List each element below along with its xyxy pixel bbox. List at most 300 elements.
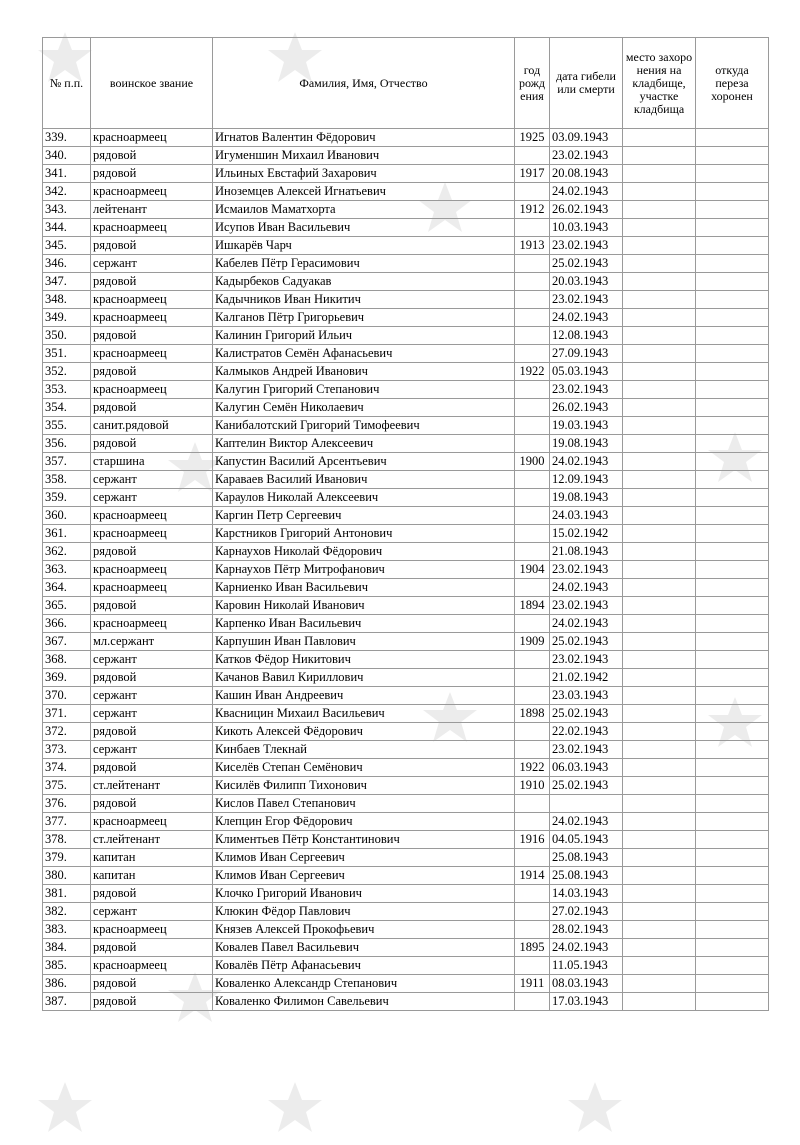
cell-birth-year [515,309,550,327]
table-row [43,381,769,399]
watermark-logo [560,1080,630,1140]
cell-birth-year: 1912 [515,201,550,219]
cell-birth-year [515,957,550,975]
cell-reburied-from [696,507,769,525]
cell-rank: красноармеец [91,129,213,147]
cell-name: Карнаухов Пётр Митрофанович [213,561,515,579]
cell-burial-place [623,687,696,705]
cell-death-date: 27.09.1943 [550,345,623,363]
cell-reburied-from [696,255,769,273]
table-row [43,867,769,885]
cell-death-date: 20.08.1943 [550,165,623,183]
cell-rank: рядовой [91,543,213,561]
cell-birth-year [515,417,550,435]
cell-reburied-from [696,579,769,597]
cell-name: Климентьев Пётр Константинович [213,831,515,849]
cell-reburied-from [696,867,769,885]
cell-burial-place [623,795,696,813]
header-birth-year: год рожд ения [515,38,550,129]
cell-death-date: 23.02.1943 [550,741,623,759]
cell-num: 347. [43,273,91,291]
cell-rank: красноармеец [91,309,213,327]
cell-name: Качанов Вавил Кириллович [213,669,515,687]
cell-birth-year [515,381,550,399]
cell-death-date: 19.03.1943 [550,417,623,435]
cell-burial-place [623,579,696,597]
cell-num: 355. [43,417,91,435]
cell-reburied-from [696,741,769,759]
cell-name: Калугин Григорий Степанович [213,381,515,399]
cell-num: 357. [43,453,91,471]
cell-death-date: 24.02.1943 [550,309,623,327]
table-row [43,921,769,939]
cell-reburied-from [696,687,769,705]
cell-burial-place [623,975,696,993]
cell-burial-place [623,759,696,777]
table-row [43,489,769,507]
table-row [43,669,769,687]
cell-name: Канибалотский Григорий Тимофеевич [213,417,515,435]
cell-name: Ильиных Евстафий Захарович [213,165,515,183]
table-row [43,309,769,327]
cell-num: 354. [43,399,91,417]
cell-num: 360. [43,507,91,525]
cell-burial-place [623,345,696,363]
cell-death-date: 23.03.1943 [550,687,623,705]
header-rank: воинское звание [91,38,213,129]
cell-num: 369. [43,669,91,687]
cell-rank: рядовой [91,759,213,777]
cell-num: 372. [43,723,91,741]
cell-num: 368. [43,651,91,669]
cell-rank: капитан [91,849,213,867]
cell-name: Кашин Иван Андреевич [213,687,515,705]
cell-rank: рядовой [91,795,213,813]
cell-reburied-from [696,183,769,201]
cell-rank: капитан [91,867,213,885]
cell-reburied-from [696,849,769,867]
cell-death-date: 20.03.1943 [550,273,623,291]
table-row [43,993,769,1011]
cell-death-date: 15.02.1942 [550,525,623,543]
cell-birth-year [515,183,550,201]
cell-num: 365. [43,597,91,615]
table-row [43,219,769,237]
cell-reburied-from [696,795,769,813]
cell-name: Калистратов Семён Афанасьевич [213,345,515,363]
cell-death-date: 21.08.1943 [550,543,623,561]
cell-reburied-from [696,381,769,399]
table-row [43,597,769,615]
cell-birth-year [515,903,550,921]
cell-reburied-from [696,831,769,849]
cell-birth-year: 1911 [515,975,550,993]
cell-rank: рядовой [91,993,213,1011]
cell-burial-place [623,507,696,525]
table-row [43,651,769,669]
cell-rank: рядовой [91,597,213,615]
cell-reburied-from [696,723,769,741]
cell-rank: рядовой [91,273,213,291]
cell-reburied-from [696,885,769,903]
cell-reburied-from [696,147,769,165]
cell-name: Каптелин Виктор Алексеевич [213,435,515,453]
table-row [43,687,769,705]
table-row [43,903,769,921]
cell-num: 340. [43,147,91,165]
cell-death-date: 24.02.1943 [550,615,623,633]
cell-death-date: 06.03.1943 [550,759,623,777]
cell-rank: рядовой [91,237,213,255]
cell-reburied-from [696,543,769,561]
cell-name: Клочко Григорий Иванович [213,885,515,903]
cell-rank: сержант [91,705,213,723]
cell-birth-year [515,525,550,543]
cell-death-date: 19.08.1943 [550,435,623,453]
cell-birth-year [515,795,550,813]
cell-birth-year [515,543,550,561]
cell-death-date: 23.02.1943 [550,237,623,255]
cell-num: 385. [43,957,91,975]
cell-rank: сержант [91,255,213,273]
cell-rank: рядовой [91,165,213,183]
table-row [43,471,769,489]
cell-birth-year [515,219,550,237]
table-row [43,831,769,849]
cell-birth-year [515,651,550,669]
cell-name: Кислов Павел Степанович [213,795,515,813]
cell-burial-place [623,381,696,399]
cell-death-date: 19.08.1943 [550,489,623,507]
cell-name: Карпушин Иван Павлович [213,633,515,651]
table-row [43,975,769,993]
cell-rank: санит.рядовой [91,417,213,435]
cell-name: Игуменшин Михаил Иванович [213,147,515,165]
cell-name: Калинин Григорий Ильич [213,327,515,345]
cell-burial-place [623,813,696,831]
cell-rank: красноармеец [91,183,213,201]
table-row [43,849,769,867]
cell-burial-place [623,543,696,561]
cell-rank: рядовой [91,885,213,903]
cell-num: 344. [43,219,91,237]
cell-burial-place [623,471,696,489]
cell-reburied-from [696,993,769,1011]
cell-burial-place [623,669,696,687]
cell-num: 378. [43,831,91,849]
cell-name: Калганов Пётр Григорьевич [213,309,515,327]
cell-birth-year: 1922 [515,363,550,381]
cell-name: Калугин Семён Николаевич [213,399,515,417]
cell-birth-year: 1913 [515,237,550,255]
cell-burial-place [623,309,696,327]
cell-death-date: 24.02.1943 [550,183,623,201]
cell-num: 382. [43,903,91,921]
table-row [43,561,769,579]
table-row [43,615,769,633]
cell-num: 370. [43,687,91,705]
table-row [43,255,769,273]
cell-death-date: 10.03.1943 [550,219,623,237]
table-row [43,939,769,957]
cell-burial-place [623,165,696,183]
cell-rank: красноармеец [91,921,213,939]
cell-burial-place [623,147,696,165]
cell-burial-place [623,723,696,741]
cell-num: 356. [43,435,91,453]
table-row [43,435,769,453]
cell-birth-year [515,813,550,831]
cell-birth-year [515,993,550,1011]
cell-name: Карнаухов Николай Фёдорович [213,543,515,561]
cell-name: Карпенко Иван Васильевич [213,615,515,633]
cell-birth-year [515,255,550,273]
cell-birth-year [515,741,550,759]
cell-rank: рядовой [91,327,213,345]
cell-burial-place [623,435,696,453]
cell-reburied-from [696,669,769,687]
cell-reburied-from [696,165,769,183]
cell-birth-year: 1904 [515,561,550,579]
cell-reburied-from [696,921,769,939]
cell-death-date: 24.03.1943 [550,507,623,525]
cell-rank: ст.лейтенант [91,777,213,795]
burial-roster-table [42,37,769,1011]
cell-num: 352. [43,363,91,381]
table-row [43,363,769,381]
cell-reburied-from [696,219,769,237]
cell-birth-year: 1925 [515,129,550,147]
cell-num: 364. [43,579,91,597]
cell-num: 366. [43,615,91,633]
cell-name: Коваленко Филимон Савельевич [213,993,515,1011]
cell-reburied-from [696,471,769,489]
cell-reburied-from [696,651,769,669]
cell-num: 351. [43,345,91,363]
cell-birth-year: 1922 [515,759,550,777]
cell-num: 376. [43,795,91,813]
cell-death-date: 25.08.1943 [550,867,623,885]
cell-death-date: 23.02.1943 [550,651,623,669]
cell-num: 339. [43,129,91,147]
cell-num: 384. [43,939,91,957]
cell-reburied-from [696,759,769,777]
cell-burial-place [623,183,696,201]
cell-num: 377. [43,813,91,831]
table-row [43,453,769,471]
cell-death-date: 26.02.1943 [550,399,623,417]
cell-reburied-from [696,417,769,435]
cell-reburied-from [696,291,769,309]
cell-burial-place [623,885,696,903]
cell-burial-place [623,651,696,669]
cell-name: Ишкарёв Чарч [213,237,515,255]
cell-burial-place [623,849,696,867]
cell-death-date: 12.08.1943 [550,327,623,345]
table-row [43,417,769,435]
cell-birth-year [515,345,550,363]
cell-reburied-from [696,237,769,255]
cell-rank: красноармеец [91,507,213,525]
table-row [43,165,769,183]
header-name: Фамилия, Имя, Отчество [213,38,515,129]
table-row [43,885,769,903]
cell-rank: красноармеец [91,561,213,579]
cell-death-date: 03.09.1943 [550,129,623,147]
table-row [43,723,769,741]
cell-burial-place [623,489,696,507]
cell-birth-year [515,435,550,453]
cell-num: 371. [43,705,91,723]
cell-death-date: 23.02.1943 [550,147,623,165]
cell-name: Клюкин Фёдор Павлович [213,903,515,921]
cell-rank: красноармеец [91,219,213,237]
cell-burial-place [623,219,696,237]
cell-rank: красноармеец [91,957,213,975]
cell-burial-place [623,705,696,723]
cell-birth-year [515,669,550,687]
table-row [43,633,769,651]
cell-reburied-from [696,975,769,993]
cell-burial-place [623,129,696,147]
cell-death-date: 22.02.1943 [550,723,623,741]
cell-name: Исмаилов Маматхорта [213,201,515,219]
table-row [43,291,769,309]
cell-burial-place [623,939,696,957]
cell-death-date: 14.03.1943 [550,885,623,903]
cell-death-date: 24.02.1943 [550,813,623,831]
cell-name: Исупов Иван Васильевич [213,219,515,237]
cell-num: 373. [43,741,91,759]
cell-num: 375. [43,777,91,795]
cell-burial-place [623,957,696,975]
table-row [43,237,769,255]
cell-burial-place [623,201,696,219]
cell-death-date: 23.02.1943 [550,381,623,399]
cell-name: Кадычников Иван Никитич [213,291,515,309]
cell-num: 348. [43,291,91,309]
cell-rank: рядовой [91,939,213,957]
cell-num: 359. [43,489,91,507]
table-row [43,525,769,543]
header-reburied-from: откуда переза хоронен [696,38,769,129]
cell-death-date: 24.02.1943 [550,579,623,597]
cell-burial-place [623,363,696,381]
cell-name: Караулов Николай Алексеевич [213,489,515,507]
cell-reburied-from [696,201,769,219]
cell-name: Кикоть Алексей Фёдорович [213,723,515,741]
cell-death-date: 25.02.1943 [550,705,623,723]
cell-name: Климов Иван Сергеевич [213,849,515,867]
cell-birth-year: 1898 [515,705,550,723]
cell-birth-year: 1900 [515,453,550,471]
cell-death-date: 21.02.1942 [550,669,623,687]
cell-num: 374. [43,759,91,777]
cell-num: 353. [43,381,91,399]
cell-num: 380. [43,867,91,885]
cell-num: 341. [43,165,91,183]
cell-burial-place [623,597,696,615]
cell-birth-year [515,849,550,867]
cell-rank: рядовой [91,435,213,453]
cell-rank: сержант [91,741,213,759]
cell-birth-year [515,399,550,417]
cell-name: Карстников Григорий Антонович [213,525,515,543]
cell-num: 349. [43,309,91,327]
table-row [43,579,769,597]
cell-reburied-from [696,273,769,291]
cell-name: Кадырбеков Садуакав [213,273,515,291]
cell-death-date: 25.02.1943 [550,777,623,795]
table-row [43,129,769,147]
cell-death-date: 05.03.1943 [550,363,623,381]
table-row [43,183,769,201]
cell-reburied-from [696,903,769,921]
cell-birth-year [515,147,550,165]
cell-death-date: 08.03.1943 [550,975,623,993]
cell-rank: сержант [91,687,213,705]
cell-rank: сержант [91,489,213,507]
cell-birth-year: 1910 [515,777,550,795]
cell-reburied-from [696,129,769,147]
table-row [43,741,769,759]
cell-reburied-from [696,309,769,327]
cell-name: Каргин Петр Сергеевич [213,507,515,525]
cell-num: 381. [43,885,91,903]
cell-reburied-from [696,597,769,615]
cell-birth-year: 1894 [515,597,550,615]
cell-death-date: 25.02.1943 [550,255,623,273]
header-burial-place: место захоро нения на кладбище, участке кладбища [623,38,696,129]
cell-name: Караваев Василий Иванович [213,471,515,489]
cell-birth-year: 1914 [515,867,550,885]
cell-birth-year: 1895 [515,939,550,957]
cell-burial-place [623,633,696,651]
cell-name: Коваленко Александр Степанович [213,975,515,993]
table-row [43,327,769,345]
cell-birth-year [515,489,550,507]
header-row [43,38,769,129]
table-row [43,705,769,723]
cell-num: 362. [43,543,91,561]
cell-death-date: 23.02.1943 [550,291,623,309]
cell-num: 345. [43,237,91,255]
cell-death-date: 23.02.1943 [550,561,623,579]
cell-num: 358. [43,471,91,489]
cell-num: 361. [43,525,91,543]
cell-name: Игнатов Валентин Фёдорович [213,129,515,147]
cell-reburied-from [696,489,769,507]
table-row [43,759,769,777]
cell-birth-year: 1917 [515,165,550,183]
table-row [43,147,769,165]
cell-birth-year [515,687,550,705]
cell-num: 383. [43,921,91,939]
cell-burial-place [623,453,696,471]
cell-rank: ст.лейтенант [91,831,213,849]
cell-num: 350. [43,327,91,345]
cell-burial-place [623,741,696,759]
table-row [43,543,769,561]
cell-reburied-from [696,939,769,957]
cell-name: Князев Алексей Прокофьевич [213,921,515,939]
cell-name: Иноземцев Алексей Игнатьевич [213,183,515,201]
cell-birth-year [515,723,550,741]
cell-burial-place [623,237,696,255]
table-row [43,813,769,831]
cell-reburied-from [696,705,769,723]
cell-rank: рядовой [91,669,213,687]
